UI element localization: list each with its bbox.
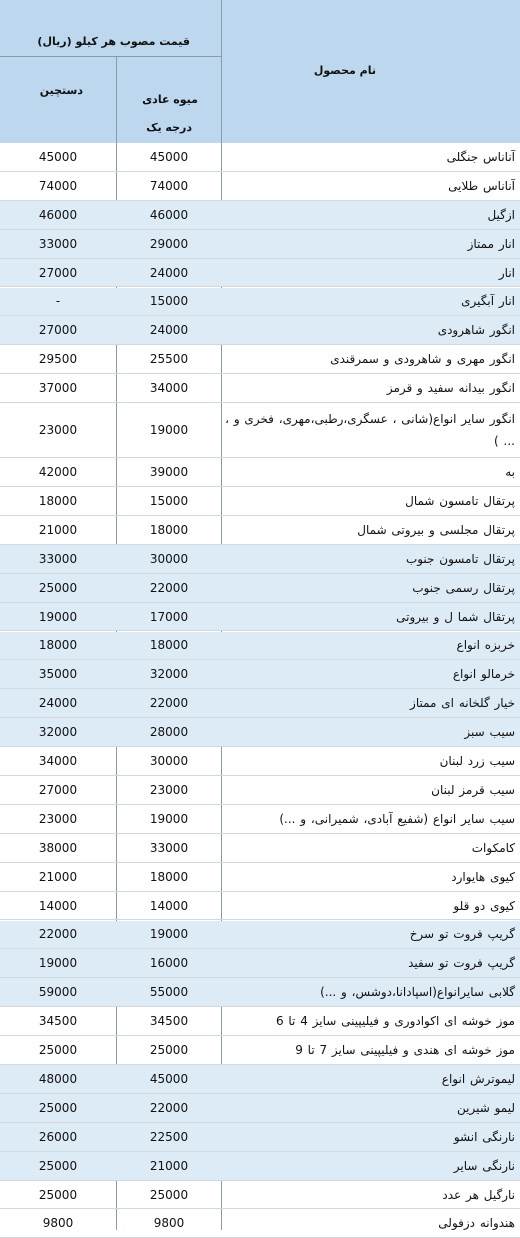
table-row bbox=[0, 516, 520, 545]
dastchin-price-cell: 46000 bbox=[0, 201, 116, 229]
product-name-cell: لیمو شیرین bbox=[223, 1094, 517, 1122]
fruit-price-cell: 23000 bbox=[117, 776, 221, 804]
product-name-cell: لیموترش انواع bbox=[223, 1065, 517, 1093]
table-row bbox=[0, 1007, 520, 1036]
dastchin-price-cell: 18000 bbox=[0, 487, 116, 515]
fruit-price-cell: 17000 bbox=[117, 603, 221, 631]
product-name-cell: سیب قرمز لبنان bbox=[223, 776, 517, 804]
fruit-price-cell: 29000 bbox=[117, 230, 221, 258]
dastchin-price-cell: 34000 bbox=[0, 747, 116, 775]
dastchin-price-cell: 29500 bbox=[0, 345, 116, 373]
fruit-price-cell: 9800 bbox=[117, 1210, 221, 1238]
fruit-price-cell: 22000 bbox=[117, 1094, 221, 1122]
product-name-cell: پرتقال مجلسی و بیروتی شمال bbox=[223, 516, 517, 544]
product-name-cell: گریپ فروت تو سفید bbox=[223, 949, 517, 977]
fruit-price-cell: 39000 bbox=[117, 458, 221, 486]
table-row bbox=[0, 374, 520, 403]
table-row bbox=[0, 403, 520, 458]
product-name-cell: پرتقال تامسون شمال bbox=[223, 487, 517, 515]
product-name-cell: گلابی سایرانواع(اسپادانا،دوشس، و ...) bbox=[223, 978, 517, 1006]
product-name-cell: انگور شاهرودی bbox=[223, 316, 517, 344]
table-row bbox=[0, 230, 520, 259]
header-divider bbox=[221, 0, 222, 143]
fruit-price-cell: 16000 bbox=[117, 949, 221, 977]
fruit-price-cell: 14000 bbox=[117, 892, 221, 920]
dastchin-price-cell: 27000 bbox=[0, 259, 116, 287]
table-row bbox=[0, 545, 520, 574]
product-name-cell: سیب سایر انواع (شفیع آبادی، شمیرانی، و ...) bbox=[223, 805, 517, 833]
table-row bbox=[0, 1036, 520, 1065]
product-name-cell: هندوانه دزفولی bbox=[223, 1210, 517, 1238]
table-row bbox=[0, 632, 520, 661]
table-row bbox=[0, 345, 520, 374]
product-name-cell: ازگیل bbox=[223, 201, 517, 229]
table-row bbox=[0, 863, 520, 892]
product-name-cell: کیوی هایوارد bbox=[223, 863, 517, 891]
table-row bbox=[0, 921, 520, 950]
table-row bbox=[0, 1094, 520, 1123]
dastchin-price-cell: 33000 bbox=[0, 545, 116, 573]
product-name-cell: موز خوشه ای اکوادوری و فیلیپینی سایز 4 تا 6 bbox=[223, 1007, 517, 1035]
table-row bbox=[0, 259, 520, 288]
dastchin-price-cell: 25000 bbox=[0, 1094, 116, 1122]
product-name-header: نام محصول bbox=[314, 64, 376, 77]
dastchin-price-cell: 23000 bbox=[0, 403, 116, 457]
price-group-header: قیمت مصوب هر کیلو (ریال) bbox=[37, 35, 190, 48]
fruit-price-cell: 45000 bbox=[117, 1065, 221, 1093]
fruit-price-cell: 46000 bbox=[117, 201, 221, 229]
product-name-cell: سیب سبز bbox=[223, 718, 517, 746]
dastchin-price-cell: 18000 bbox=[0, 632, 116, 660]
table-row bbox=[0, 660, 520, 689]
product-name-cell: خیار گلخانه ای ممتاز bbox=[223, 689, 517, 717]
fruit-price-cell: 34000 bbox=[117, 374, 221, 402]
table-row bbox=[0, 172, 520, 201]
dastchin-price-cell: 26000 bbox=[0, 1123, 116, 1151]
product-name-cell: نارنگی سایر bbox=[223, 1152, 517, 1180]
dastchin-price-cell: 23000 bbox=[0, 805, 116, 833]
fruit-price-cell: 74000 bbox=[117, 172, 221, 200]
fruit-price-cell: 22500 bbox=[117, 1123, 221, 1151]
header-divider bbox=[0, 56, 221, 57]
dastchin-price-cell: 34500 bbox=[0, 1007, 116, 1035]
dastchin-price-cell: 59000 bbox=[0, 978, 116, 1006]
fruit-price-cell: 55000 bbox=[117, 978, 221, 1006]
dastchin-price-cell: 9800 bbox=[0, 1210, 116, 1238]
product-name-cell: پرتقال شما ل و بیروتی bbox=[223, 603, 517, 631]
dastchin-price-cell: 19000 bbox=[0, 949, 116, 977]
fruit-price-cell: 33000 bbox=[117, 834, 221, 862]
dastchin-header: دستچین bbox=[40, 84, 83, 97]
product-name-cell: خرمالو انواع bbox=[223, 660, 517, 688]
table-row bbox=[0, 316, 520, 345]
dastchin-price-cell: 25000 bbox=[0, 1152, 116, 1180]
table-header bbox=[0, 0, 520, 143]
fruit-price-cell: 45000 bbox=[117, 143, 221, 171]
product-name-cell: نارنگی انشو bbox=[223, 1123, 517, 1151]
table-row bbox=[0, 892, 520, 921]
fruit-price-cell: 30000 bbox=[117, 545, 221, 573]
product-name-cell: انار bbox=[223, 259, 517, 287]
table-row bbox=[0, 805, 520, 834]
fruit-price-cell: 22000 bbox=[117, 574, 221, 602]
table-row bbox=[0, 747, 520, 776]
header-divider bbox=[116, 57, 117, 143]
fruit-price-cell: 34500 bbox=[117, 1007, 221, 1035]
product-name-cell: انگور مهری و شاهرودی و سمرقندی bbox=[223, 345, 517, 373]
dastchin-price-cell: 22000 bbox=[0, 921, 116, 949]
product-name-cell: انگور بیدانه سفید و قرمز bbox=[223, 374, 517, 402]
dastchin-price-cell: 37000 bbox=[0, 374, 116, 402]
table-row bbox=[0, 718, 520, 747]
fruit-price-cell: 18000 bbox=[117, 516, 221, 544]
table-row bbox=[0, 978, 520, 1007]
fruit-price-cell: 28000 bbox=[117, 718, 221, 746]
fruit-header-line2: درجه یک bbox=[146, 121, 192, 134]
product-name-cell: انگور سایر انواع(شانی ، عسگری،رطبی،مهری، فخری و ، ... ) bbox=[223, 403, 517, 457]
fruit-price-cell: 24000 bbox=[117, 259, 221, 287]
dastchin-price-cell: 33000 bbox=[0, 230, 116, 258]
table-row bbox=[0, 1065, 520, 1094]
table-row bbox=[0, 288, 520, 317]
table-row bbox=[0, 143, 520, 172]
fruit-price-cell: 30000 bbox=[117, 747, 221, 775]
table-row bbox=[0, 689, 520, 718]
dastchin-price-cell: 25000 bbox=[0, 1181, 116, 1209]
fruit-price-cell: 19000 bbox=[117, 921, 221, 949]
table-row bbox=[0, 776, 520, 805]
table-row bbox=[0, 458, 520, 487]
product-name-cell: نارگیل هر عدد bbox=[223, 1181, 517, 1209]
dastchin-price-cell: 24000 bbox=[0, 689, 116, 717]
dastchin-price-cell: 25000 bbox=[0, 1036, 116, 1064]
table-row bbox=[0, 1123, 520, 1152]
dastchin-price-cell: 35000 bbox=[0, 660, 116, 688]
product-name-cell: سیب زرد لبنان bbox=[223, 747, 517, 775]
product-name-cell: آناناس طلایی bbox=[223, 172, 517, 200]
table-row bbox=[0, 1152, 520, 1181]
product-name-cell: موز خوشه ای هندی و فیلیپینی سایز 7 تا 9 bbox=[223, 1036, 517, 1064]
fruit-price-cell: 25000 bbox=[117, 1181, 221, 1209]
table-row bbox=[0, 487, 520, 516]
dastchin-price-cell: 27000 bbox=[0, 776, 116, 804]
fruit-price-cell: 25500 bbox=[117, 345, 221, 373]
table-row bbox=[0, 1210, 520, 1238]
fruit-price-cell: 21000 bbox=[117, 1152, 221, 1180]
dastchin-price-cell: 32000 bbox=[0, 718, 116, 746]
product-name-cell: کامکوات bbox=[223, 834, 517, 862]
product-name-cell: آناناس جنگلی bbox=[223, 143, 517, 171]
fruit-price-cell: 18000 bbox=[117, 863, 221, 891]
table-row bbox=[0, 574, 520, 603]
fruit-header-line1: میوه عادی bbox=[142, 93, 198, 106]
product-name-cell: گریپ فروت تو سرخ bbox=[223, 921, 517, 949]
fruit-price-cell: 25000 bbox=[117, 1036, 221, 1064]
fruit-price-cell: 24000 bbox=[117, 316, 221, 344]
fruit-price-cell: 19000 bbox=[117, 805, 221, 833]
table-row bbox=[0, 949, 520, 978]
table-row bbox=[0, 1181, 520, 1210]
table-row bbox=[0, 201, 520, 230]
dastchin-price-cell: 74000 bbox=[0, 172, 116, 200]
dastchin-price-cell: 21000 bbox=[0, 516, 116, 544]
dastchin-price-cell: 48000 bbox=[0, 1065, 116, 1093]
fruit-price-cell: 32000 bbox=[117, 660, 221, 688]
dastchin-price-cell: - bbox=[0, 288, 116, 316]
product-name-cell: کیوی دو قلو bbox=[223, 892, 517, 920]
product-name-cell: انار ممتاز bbox=[223, 230, 517, 258]
table-row bbox=[0, 603, 520, 632]
product-name-cell: پرتقال تامسون جنوب bbox=[223, 545, 517, 573]
product-name-cell: به bbox=[223, 458, 517, 486]
fruit-price-cell: 18000 bbox=[117, 632, 221, 660]
dastchin-price-cell: 19000 bbox=[0, 603, 116, 631]
dastchin-price-cell: 45000 bbox=[0, 143, 116, 171]
fruit-price-cell: 19000 bbox=[117, 403, 221, 457]
product-name-cell: پرتقال رسمی جنوب bbox=[223, 574, 517, 602]
table-row bbox=[0, 834, 520, 863]
dastchin-price-cell: 21000 bbox=[0, 863, 116, 891]
product-name-cell: انار آبگیری bbox=[223, 288, 517, 316]
dastchin-price-cell: 25000 bbox=[0, 574, 116, 602]
fruit-price-cell: 15000 bbox=[117, 487, 221, 515]
dastchin-price-cell: 14000 bbox=[0, 892, 116, 920]
dastchin-price-cell: 27000 bbox=[0, 316, 116, 344]
product-name-cell: خربزه انواع bbox=[223, 632, 517, 660]
fruit-price-cell: 15000 bbox=[117, 288, 221, 316]
dastchin-price-cell: 38000 bbox=[0, 834, 116, 862]
dastchin-price-cell: 42000 bbox=[0, 458, 116, 486]
fruit-price-cell: 22000 bbox=[117, 689, 221, 717]
